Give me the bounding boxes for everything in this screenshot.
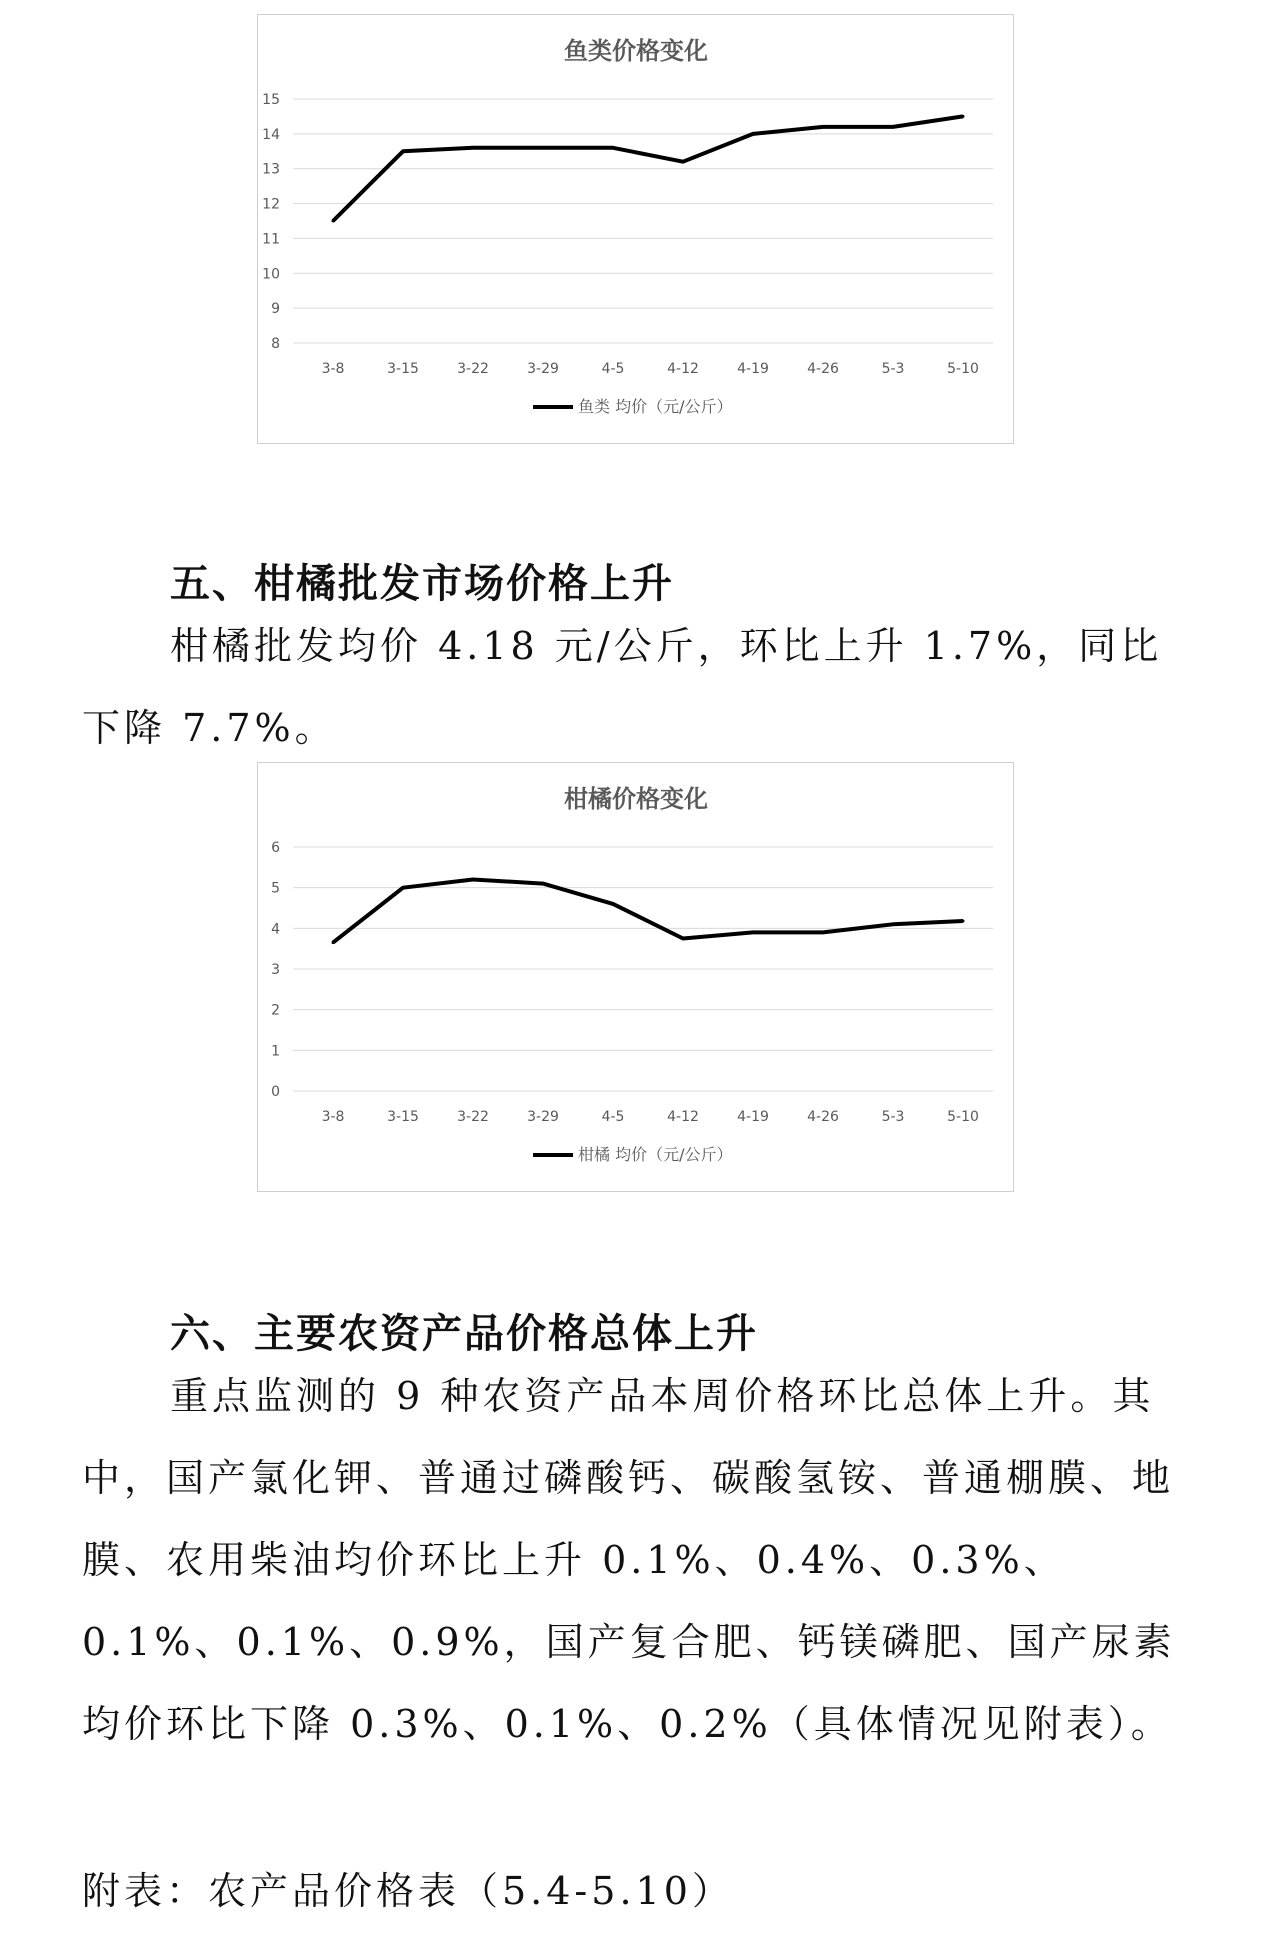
fish-price-chart-svg <box>258 15 1015 445</box>
legend-label: 鱼类 均价（元/公斤） <box>578 397 733 416</box>
data-point <box>472 878 475 881</box>
x-tick-label: 4-26 <box>807 361 839 377</box>
y-tick-label: 15 <box>262 92 280 108</box>
section6-paragraph <box>82 1355 1192 1765</box>
data-point <box>542 146 545 149</box>
series-line <box>333 880 963 943</box>
x-tick-label: 3-8 <box>321 361 345 377</box>
appendix-caption: 附表：农产品价格表（5.4-5.10） <box>82 1869 734 1913</box>
y-tick-label: 13 <box>262 161 280 178</box>
data-point <box>892 125 895 128</box>
y-tick-label: 2 <box>271 1002 280 1019</box>
data-point <box>332 220 335 223</box>
data-point <box>822 931 825 934</box>
x-tick-label: 4-5 <box>601 361 625 377</box>
x-tick-label: 3-15 <box>387 1109 419 1125</box>
y-tick-label: 8 <box>271 336 280 352</box>
x-tick-label: 3-8 <box>321 1109 345 1125</box>
data-point <box>542 882 545 885</box>
citrus-price-chart-svg <box>258 763 1015 1193</box>
data-point <box>752 931 755 934</box>
x-tick-label: 4-26 <box>807 1109 839 1125</box>
data-point <box>962 115 965 118</box>
data-point <box>612 146 615 149</box>
fish-price-chart <box>257 14 1014 444</box>
x-tick-label: 3-22 <box>457 1109 489 1125</box>
data-point <box>402 150 405 153</box>
y-tick-label: 1 <box>271 1043 280 1060</box>
y-tick-label: 9 <box>271 301 280 318</box>
x-tick-label: 5-3 <box>881 361 905 377</box>
section6-text: 重点监测的 9 种农资产品本周价格环比总体上升。其中，国产氯化钾、普通过磷酸钙、碳酸氢铵、普通棚膜、地膜、农用柴油均价环比上升 0.1%、0.4%、0.3%、0.1%、0.1%、0.9%，国产复合肥、钙镁磷肥、国产尿素均价环比下降 0.3%、0.1%、0.2%（具体情况见附表）。 <box>82 1374 1176 1746</box>
x-tick-label: 4-19 <box>737 1109 769 1125</box>
data-point <box>332 941 335 944</box>
citrus-price-chart <box>257 762 1014 1192</box>
data-point <box>612 902 615 905</box>
y-tick-label: 11 <box>262 231 280 248</box>
data-point <box>892 923 895 926</box>
x-tick-label: 4-19 <box>737 361 769 377</box>
y-tick-label: 4 <box>271 921 280 938</box>
x-tick-label: 5-10 <box>947 1109 979 1125</box>
x-tick-label: 4-12 <box>667 361 699 377</box>
section5-paragraph <box>82 605 1192 769</box>
section6-heading: 六、主要农资产品价格总体上升 <box>170 1311 758 1357</box>
y-tick-label: 3 <box>271 962 280 978</box>
data-point <box>682 937 685 940</box>
data-point <box>472 146 475 149</box>
data-point <box>822 125 825 128</box>
y-tick-label: 6 <box>271 840 280 856</box>
y-tick-label: 12 <box>262 196 280 213</box>
chart-title: 柑橘价格变化 <box>564 785 708 813</box>
y-tick-label: 10 <box>262 266 280 283</box>
x-tick-label: 5-10 <box>947 361 979 377</box>
data-point <box>752 132 755 135</box>
x-tick-label: 4-5 <box>601 1109 625 1125</box>
chart-title: 鱼类价格变化 <box>564 37 708 65</box>
data-point <box>962 920 965 923</box>
x-tick-label: 3-22 <box>457 361 489 377</box>
legend-label: 柑橘 均价（元/公斤） <box>578 1145 733 1164</box>
x-tick-label: 3-15 <box>387 361 419 377</box>
x-tick-label: 4-12 <box>667 1109 699 1125</box>
y-tick-label: 5 <box>271 880 280 897</box>
x-tick-label: 3-29 <box>527 1109 559 1125</box>
y-tick-label: 0 <box>271 1084 280 1100</box>
x-tick-label: 3-29 <box>527 361 559 377</box>
x-tick-label: 5-3 <box>881 1109 905 1125</box>
y-tick-label: 14 <box>262 126 280 143</box>
section5-heading: 五、柑橘批发市场价格上升 <box>170 561 674 607</box>
data-point <box>682 160 685 163</box>
data-point <box>402 886 405 889</box>
section5-text: 柑橘批发均价 4.18 元/公斤，环比上升 1.7%，同比下降 7.7%。 <box>82 624 1163 750</box>
